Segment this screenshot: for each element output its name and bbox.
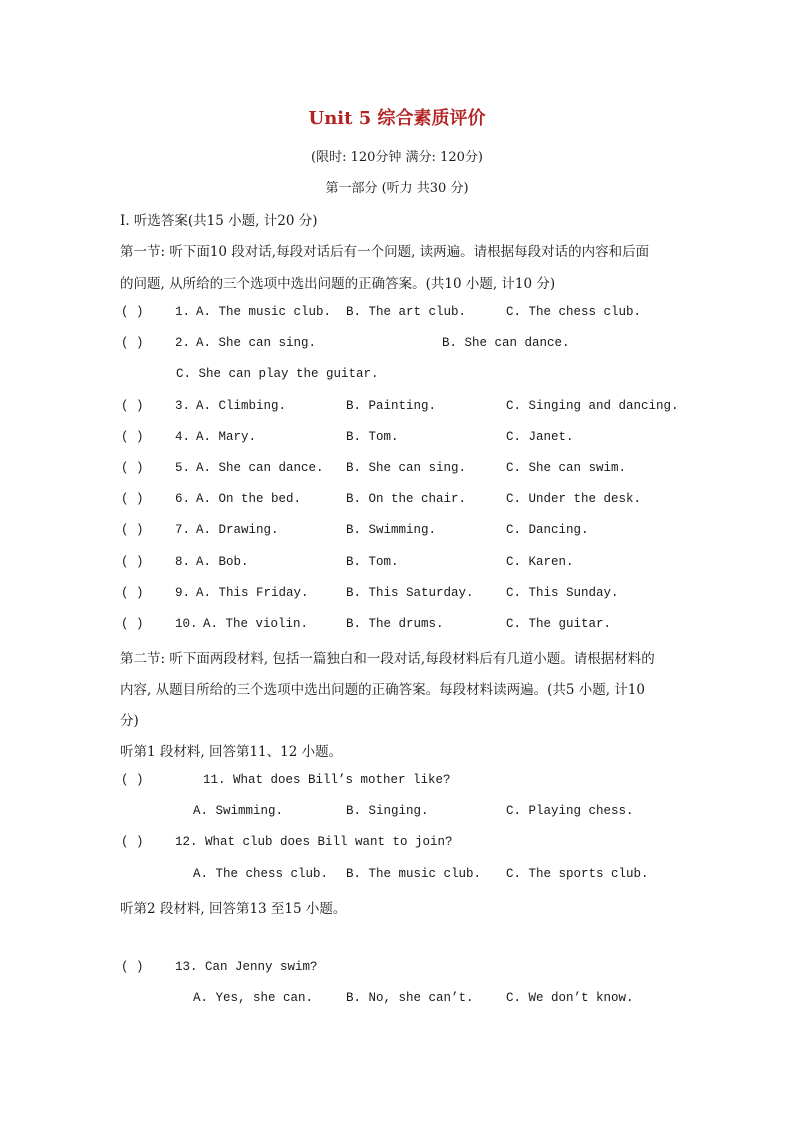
answer-blank[interactable]: ( ): [121, 586, 144, 600]
section1-instructions-line1: 第一节: 听下面10 段对话,每段对话后有一个问题, 读两遍。请根据每段对话的内容和后面: [120, 244, 650, 260]
question-12-option-b: B. The music club.: [346, 867, 482, 881]
question-12-option-c: C. The sports club.: [506, 867, 649, 881]
question-6-number: 6.: [175, 492, 191, 506]
material2-heading: 听第2 段材料, 回答第13 至15 小题。: [120, 901, 347, 917]
question-3-option-c: C. Singing and dancing.: [506, 399, 679, 413]
section2-instructions-line3: 分): [120, 713, 139, 729]
question-9-number: 9.: [175, 586, 191, 600]
answer-blank[interactable]: ( ): [121, 523, 144, 537]
question-5-option-b: B. She can sing.: [346, 461, 467, 475]
question-9-option-a: A. This Friday.: [196, 586, 309, 600]
question-7-option-b: B. Swimming.: [346, 523, 437, 537]
question-8-option-c: C. Karen.: [506, 555, 574, 569]
question-2-option-c: C. She can play the guitar.: [176, 367, 379, 381]
question-4-option-a: A. Mary.: [196, 430, 257, 444]
question-12-stem: 12. What club does Bill want to join?: [175, 835, 453, 849]
section-i-heading: I. 听选答案(共15 小题, 计20 分): [120, 213, 318, 229]
question-11-stem: 11. What does Bill’s mother like?: [203, 773, 451, 787]
material1-heading: 听第1 段材料, 回答第11、12 小题。: [120, 744, 343, 760]
question-11-option-c: C. Playing chess.: [506, 804, 634, 818]
question-3-option-b: B. Painting.: [346, 399, 437, 413]
answer-blank[interactable]: ( ): [121, 835, 144, 849]
question-10-number: 10.: [175, 617, 198, 631]
question-13-option-a: A. Yes, she can.: [193, 991, 314, 1005]
question-2-number: 2.: [175, 336, 191, 350]
question-10-option-b: B. The drums.: [346, 617, 444, 631]
answer-blank[interactable]: ( ): [121, 461, 144, 475]
question-1-option-c: C. The chess club.: [506, 305, 642, 319]
question-5-option-a: A. She can dance.: [196, 461, 324, 475]
question-8-option-b: B. Tom.: [346, 555, 399, 569]
question-10-option-c: C. The guitar.: [506, 617, 612, 631]
answer-blank[interactable]: ( ): [121, 399, 144, 413]
question-10-option-a: A. The violin.: [203, 617, 309, 631]
question-5-number: 5.: [175, 461, 191, 475]
part-one-heading: 第一部分 (听力 共30 分): [325, 181, 469, 196]
question-11-option-b: B. Singing.: [346, 804, 429, 818]
answer-blank[interactable]: ( ): [121, 430, 144, 444]
page-title: Unit 5 综合素质评价: [308, 108, 486, 129]
question-13-stem: 13. Can Jenny swim?: [175, 960, 318, 974]
question-11-option-a: A. Swimming.: [193, 804, 284, 818]
question-9-option-b: B. This Saturday.: [346, 586, 474, 600]
question-9-option-c: C. This Sunday.: [506, 586, 619, 600]
time-info: (限时: 120分钟 满分: 120分): [311, 150, 483, 165]
answer-blank[interactable]: ( ): [121, 555, 144, 569]
section2-instructions-line2: 内容, 从题目所给的三个选项中选出问题的正确答案。每段材料读两遍。(共5 小题, 计10: [120, 682, 645, 698]
question-5-option-c: C. She can swim.: [506, 461, 627, 475]
question-13-option-c: C. We don’t know.: [506, 991, 634, 1005]
question-1-option-b: B. The art club.: [346, 305, 467, 319]
question-8-option-a: A. Bob.: [196, 555, 249, 569]
question-13-option-b: B. No, she can’t.: [346, 991, 474, 1005]
question-6-option-b: B. On the chair.: [346, 492, 467, 506]
question-8-number: 8.: [175, 555, 191, 569]
answer-blank[interactable]: ( ): [121, 492, 144, 506]
question-7-number: 7.: [175, 523, 191, 537]
answer-blank[interactable]: ( ): [121, 305, 144, 319]
question-4-option-b: B. Tom.: [346, 430, 399, 444]
question-6-option-a: A. On the bed.: [196, 492, 302, 506]
section2-instructions-line1: 第二节: 听下面两段材料, 包括一篇独白和一段对话,每段材料后有几道小题。请根据材料的: [120, 651, 655, 667]
answer-blank[interactable]: ( ): [121, 617, 144, 631]
question-7-option-c: C. Dancing.: [506, 523, 589, 537]
question-12-option-a: A. The chess club.: [193, 867, 329, 881]
answer-blank[interactable]: ( ): [121, 773, 144, 787]
question-4-option-c: C. Janet.: [506, 430, 574, 444]
question-3-option-a: A. Climbing.: [196, 399, 287, 413]
answer-blank[interactable]: ( ): [121, 960, 144, 974]
question-1-option-a: A. The music club.: [196, 305, 332, 319]
answer-blank[interactable]: ( ): [121, 336, 144, 350]
section1-instructions-line2: 的问题, 从所给的三个选项中选出问题的正确答案。(共10 小题, 计10 分): [120, 276, 556, 292]
question-2-option-a: A. She can sing.: [196, 336, 317, 350]
question-3-number: 3.: [175, 399, 191, 413]
question-4-number: 4.: [175, 430, 191, 444]
question-7-option-a: A. Drawing.: [196, 523, 279, 537]
question-6-option-c: C. Under the desk.: [506, 492, 642, 506]
question-2-option-b: B. She can dance.: [442, 336, 570, 350]
question-1-number: 1.: [175, 305, 191, 319]
